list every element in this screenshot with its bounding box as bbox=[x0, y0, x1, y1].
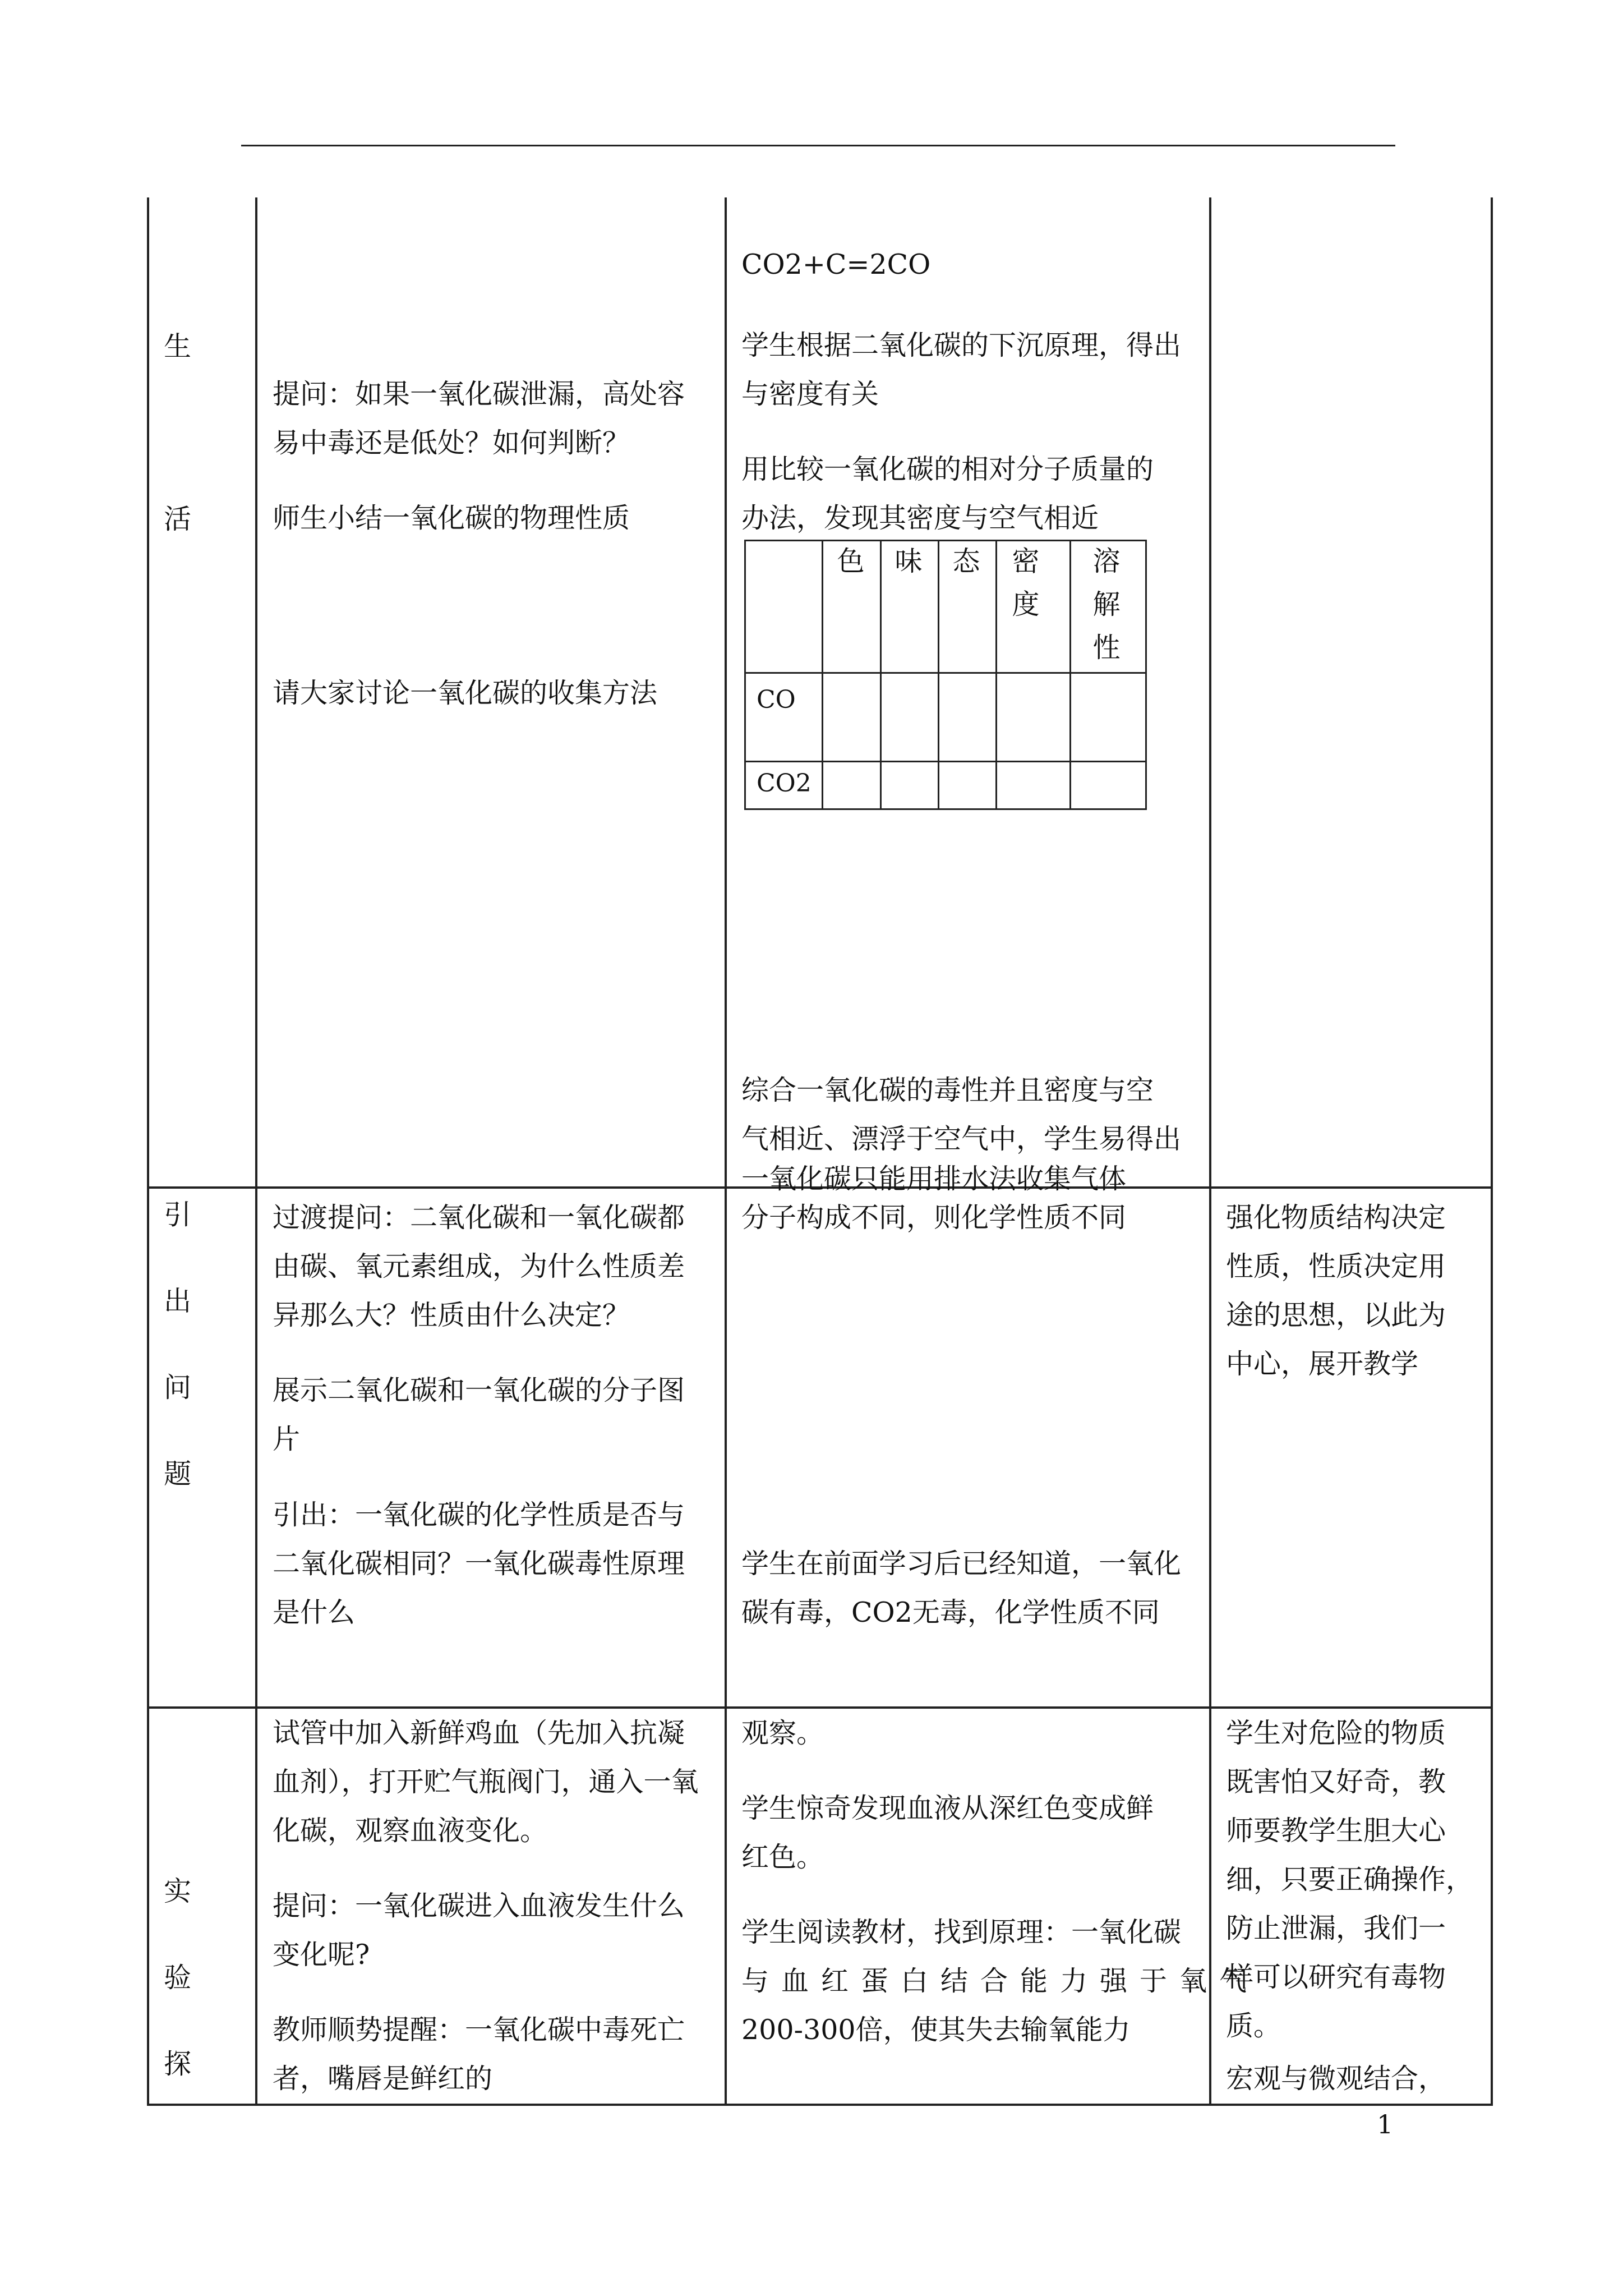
stage-label: 引 bbox=[164, 1199, 192, 1231]
table-header: 溶解性 bbox=[1092, 545, 1121, 664]
stage-label: 验 bbox=[164, 1962, 192, 1994]
column-divider bbox=[725, 197, 727, 2106]
design-text: 质。 bbox=[1226, 2010, 1281, 2042]
table-header: 密度 bbox=[1012, 545, 1040, 620]
student-text: 与血红蛋白结合能力强于氧气 bbox=[741, 1965, 1260, 1997]
comparison-table bbox=[744, 540, 1147, 810]
page-number: 1 bbox=[1377, 2109, 1394, 2139]
student-text: 综合一氧化碳的毒性并且密度与空 bbox=[741, 1074, 1154, 1106]
student-text: 学生根据二氧化碳的下沉原理，得出 bbox=[741, 329, 1182, 361]
stage-label: 生 bbox=[164, 330, 192, 362]
design-text: 学生对危险的物质 bbox=[1226, 1717, 1446, 1749]
teacher-text: 过渡提问：二氧化碳和一氧化碳都 bbox=[273, 1202, 685, 1234]
design-text: 既害怕又好奇，教 bbox=[1226, 1766, 1446, 1798]
design-text: 中心，展开教学 bbox=[1226, 1348, 1419, 1380]
teacher-text: 化碳，观察血液变化。 bbox=[273, 1815, 548, 1847]
teacher-text: 二氧化碳相同？一氧化碳毒性原理 bbox=[273, 1548, 685, 1580]
teacher-text: 者，嘴唇是鲜红的 bbox=[273, 2063, 493, 2095]
student-text: 学生在前面学习后已经知道，一氧化 bbox=[741, 1548, 1182, 1580]
student-text: 碳有毒，CO2无毒，化学性质不同 bbox=[741, 1596, 1160, 1628]
teacher-text: 片 bbox=[273, 1423, 301, 1455]
stage-label: 实 bbox=[164, 1875, 192, 1907]
student-text: 与密度有关 bbox=[741, 378, 879, 410]
stage-label: 题 bbox=[164, 1458, 192, 1490]
design-text: 样可以研究有毒物 bbox=[1226, 1961, 1446, 1993]
student-text: 用比较一氧化碳的相对分子质量的 bbox=[741, 453, 1154, 485]
design-text: 途的思想，以此为 bbox=[1226, 1299, 1446, 1331]
stage-label: 探 bbox=[164, 2048, 192, 2080]
teacher-text: 易中毒还是低处？如何判断？ bbox=[273, 427, 630, 459]
teacher-text: 由碳、氧元素组成，为什么性质差 bbox=[273, 1250, 685, 1282]
teacher-text: 请大家讨论一氧化碳的收集方法 bbox=[273, 677, 658, 709]
table-header: 色 bbox=[837, 545, 865, 577]
student-text: 红色。 bbox=[741, 1841, 824, 1873]
student-text: 学生阅读教材，找到原理：一氧化碳 bbox=[741, 1916, 1182, 1948]
teacher-text: 变化呢? bbox=[273, 1939, 370, 1971]
column-divider bbox=[1209, 197, 1211, 2106]
teacher-text: 教师顺势提醒：一氧化碳中毒死亡 bbox=[273, 2014, 685, 2046]
student-text: 观察。 bbox=[741, 1717, 824, 1749]
student-text: 学生惊奇发现血液从深红色变成鲜 bbox=[741, 1792, 1154, 1824]
design-text: 强化物质结构决定 bbox=[1226, 1202, 1446, 1234]
design-text: 宏观与微观结合， bbox=[1226, 2063, 1446, 2095]
teacher-text: 是什么 bbox=[273, 1596, 356, 1628]
teacher-text: 展示二氧化碳和一氧化碳的分子图 bbox=[273, 1374, 685, 1406]
student-text: CO2+C=2CO bbox=[741, 249, 931, 280]
table-border bbox=[147, 197, 149, 2106]
teacher-text: 血剂），打开贮气瓶阀门，通入一氧 bbox=[273, 1766, 699, 1798]
student-text: 办法，发现其密度与空气相近 bbox=[741, 502, 1099, 534]
stage-label: 活 bbox=[164, 503, 192, 535]
teacher-text: 异那么大？性质由什么决定？ bbox=[273, 1299, 630, 1331]
student-text: 分子构成不同，则化学性质不同 bbox=[741, 1202, 1127, 1234]
stage-label: 问 bbox=[164, 1372, 192, 1404]
table-border bbox=[1491, 197, 1493, 2106]
design-text: 细，只要正确操作， bbox=[1226, 1864, 1474, 1895]
table-border bbox=[147, 2104, 1493, 2106]
teacher-text: 师生小结一氧化碳的物理性质 bbox=[273, 502, 630, 534]
teacher-text: 提问：如果一氧化碳泄漏，高处容 bbox=[273, 378, 685, 410]
student-text: 气相近、漂浮于空气中，学生易得出 bbox=[741, 1123, 1182, 1155]
design-text: 防止泄漏，我们一 bbox=[1226, 1912, 1446, 1944]
design-text: 性质，性质决定用 bbox=[1226, 1250, 1446, 1282]
table-header: 味 bbox=[895, 545, 923, 577]
table-row-label: CO2 bbox=[757, 769, 811, 798]
stage-label: 出 bbox=[164, 1285, 192, 1317]
design-text: 师要教学生胆大心 bbox=[1226, 1815, 1446, 1847]
table-row-label: CO bbox=[757, 685, 796, 714]
student-text: 200-300倍，使其失去输氧能力 bbox=[741, 2014, 1131, 2046]
column-divider bbox=[255, 197, 257, 2106]
teacher-text: 引出：一氧化碳的化学性质是否与 bbox=[273, 1499, 685, 1531]
table-header: 态 bbox=[952, 545, 980, 577]
header-rule bbox=[241, 145, 1395, 146]
teacher-text: 提问：一氧化碳进入血液发生什么 bbox=[273, 1890, 685, 1922]
teacher-text: 试管中加入新鲜鸡血（先加入抗凝 bbox=[273, 1717, 685, 1749]
lesson-table bbox=[147, 197, 1493, 2106]
student-text: 一氧化碳只能用排水法收集气体 bbox=[741, 1163, 1127, 1195]
